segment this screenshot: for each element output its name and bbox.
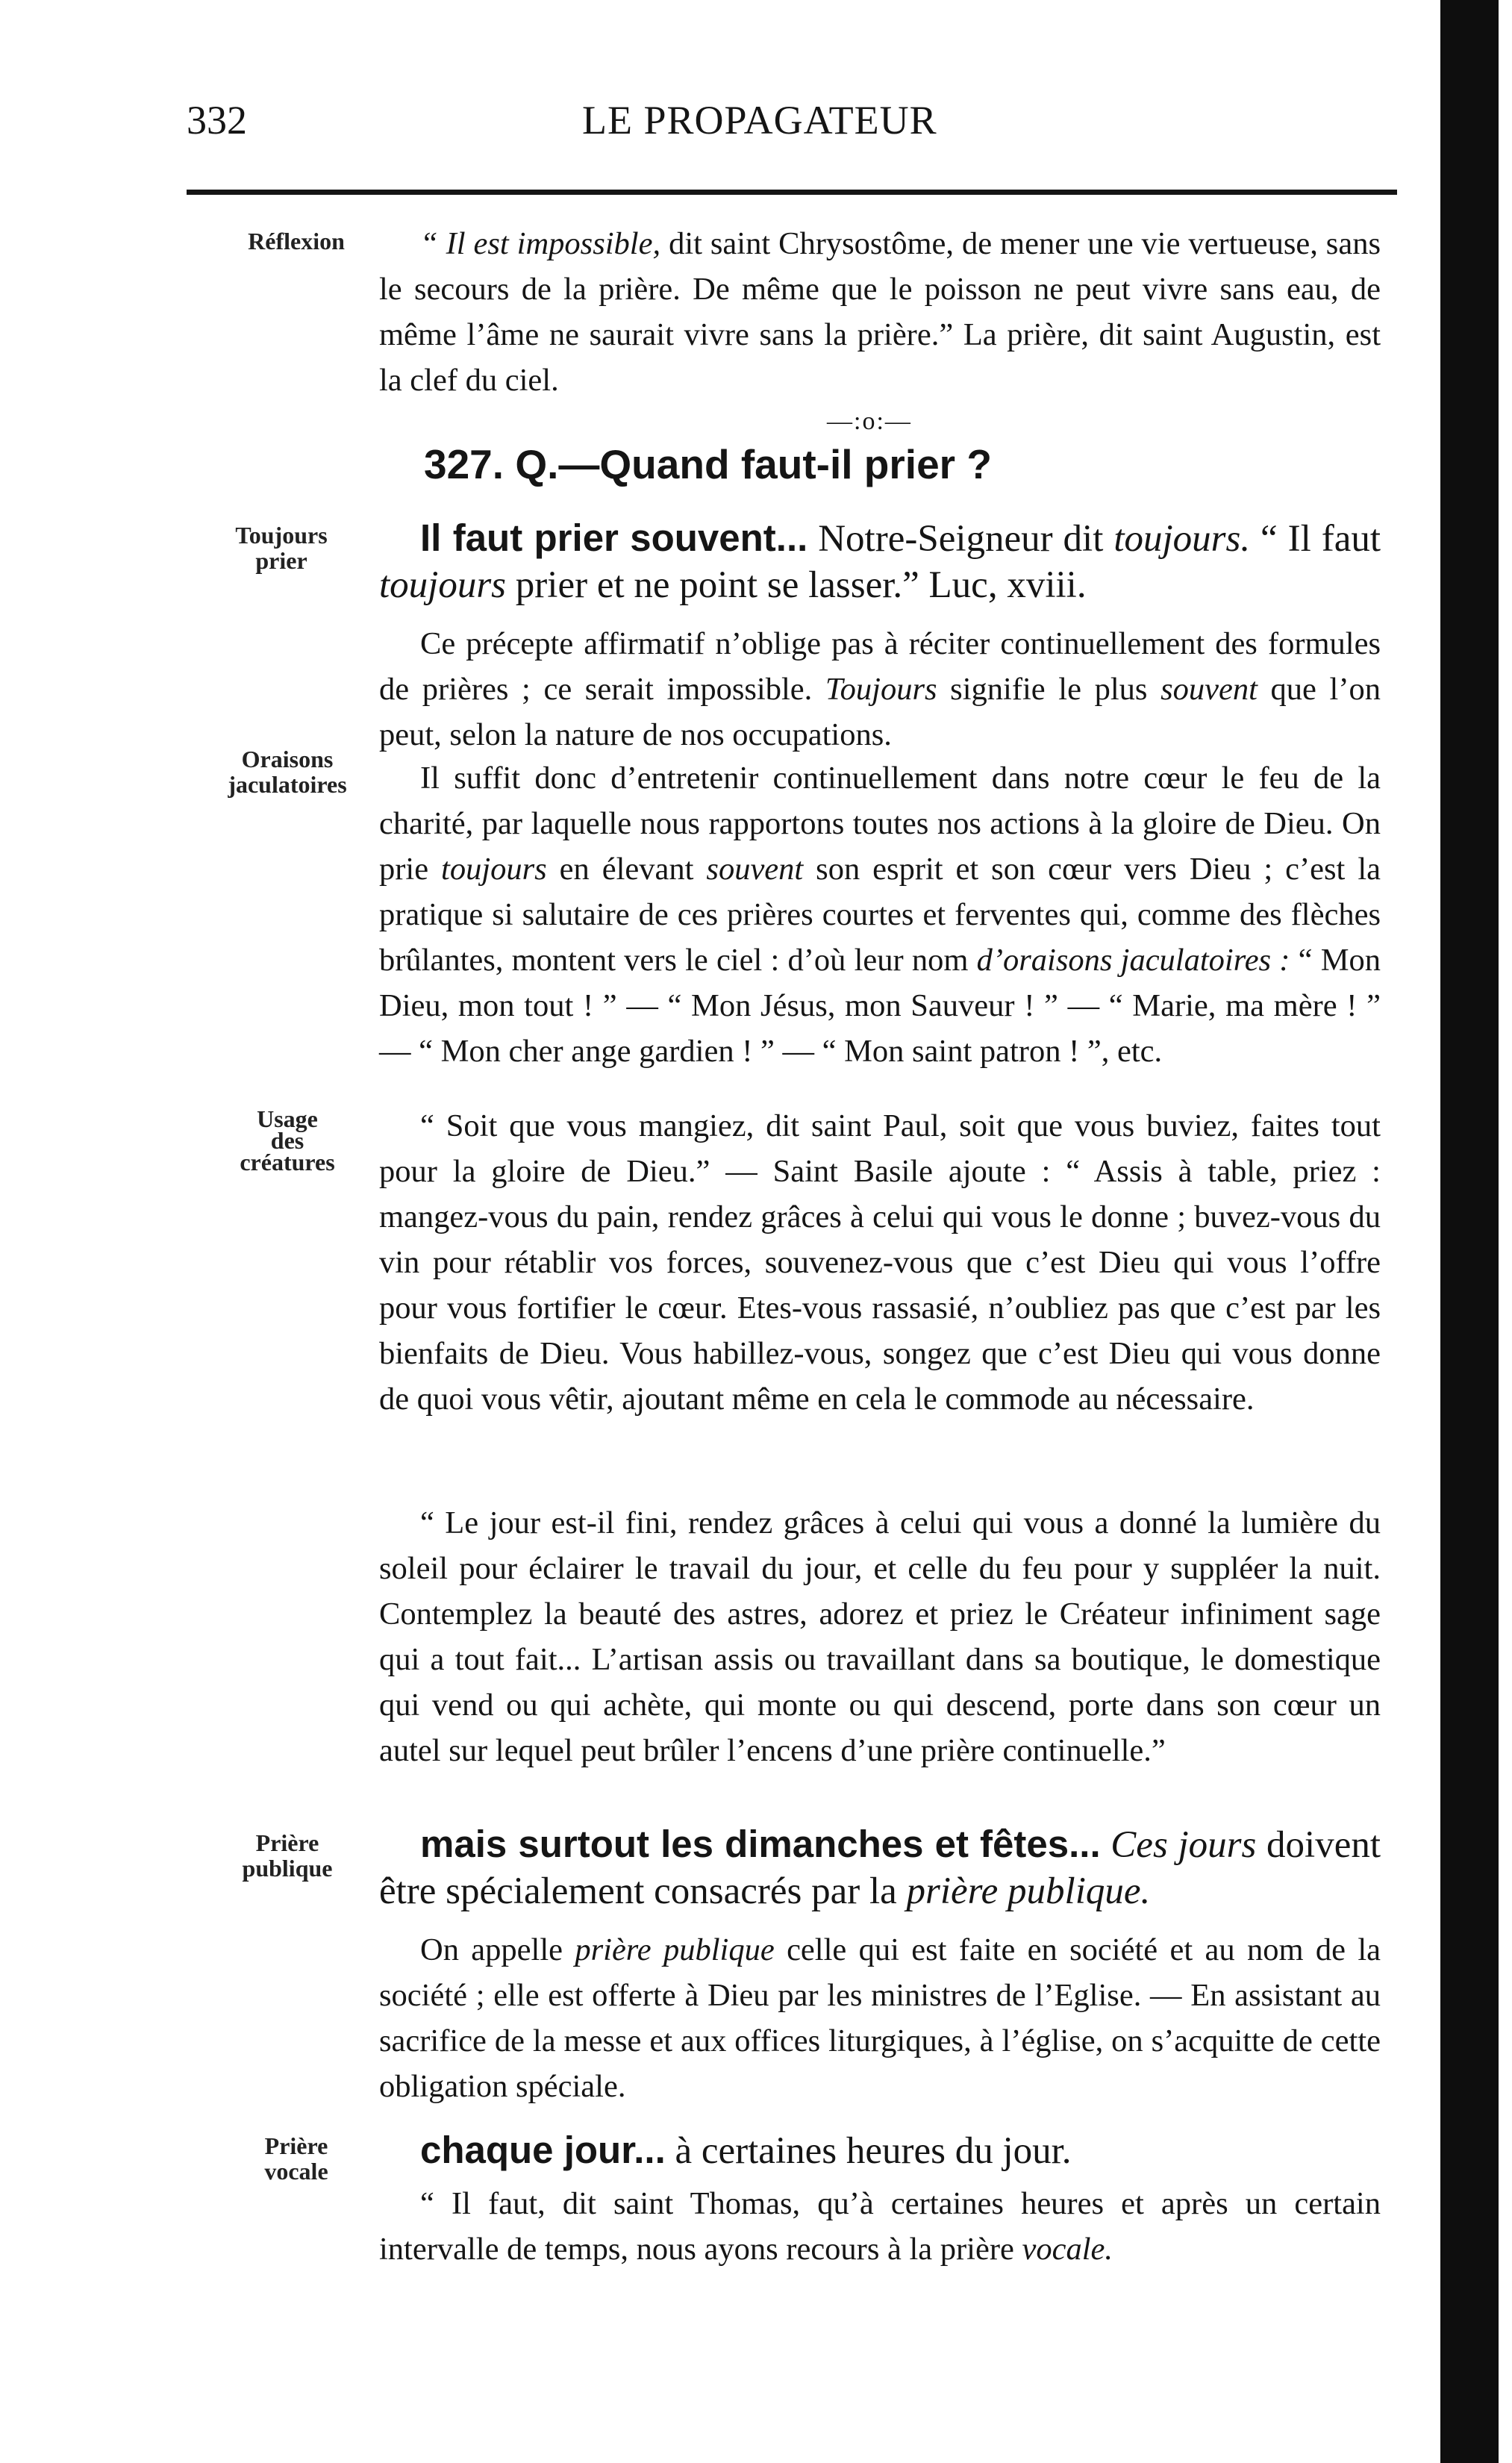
margin-note-oraisons bbox=[202, 746, 373, 797]
margin-note-text: vocale bbox=[264, 2158, 328, 2185]
page-edge-border bbox=[1440, 0, 1499, 2463]
answer-italic: toujours bbox=[379, 564, 507, 606]
margin-note-priere-vocale bbox=[210, 2133, 382, 2184]
margin-note-text: des bbox=[270, 1127, 304, 1154]
reflexion-text: dit saint Chrysostôme, de mener une vie vertueuse, sans le secours de la prière. De même que le poisson ne peut vivre sans eau, de même l’âme ne saurait vivre sans la prière.” La prière, dit saint Augustin, est la clef du ciel. bbox=[379, 226, 1381, 398]
margin-note-toujours-prier bbox=[196, 522, 367, 573]
answer-text: prier et ne point se lasser.” Luc, xviii. bbox=[506, 564, 1087, 606]
margin-note-priere-publique bbox=[202, 1830, 373, 1881]
answer-italic: prière publique. bbox=[906, 1870, 1151, 1912]
margin-note-text: publique bbox=[242, 1855, 333, 1882]
margin-note-usage bbox=[202, 1106, 373, 1175]
margin-note-text: Prière bbox=[264, 2132, 328, 2159]
answer-bold: Il faut prier souvent... bbox=[420, 516, 808, 559]
paragraph-italic: souvent bbox=[1160, 672, 1258, 707]
paragraph-text: que l’on peut, selon la nature de nos occupations. bbox=[379, 672, 1381, 752]
question-heading: 327. Q.—Quand faut-il prier ? bbox=[424, 441, 992, 487]
answer-bold: chaque jour... bbox=[420, 2129, 666, 2171]
margin-note-text: Réflexion bbox=[248, 228, 345, 255]
paragraph-text: Ce précepte affirmatif n’oblige pas à réciter continuellement des formules de prières ; ce serait impossible. bbox=[379, 626, 1381, 707]
reflexion-paragraph bbox=[379, 221, 1381, 403]
paragraph-text: On appelle bbox=[420, 1932, 575, 1967]
margin-note-text: créatures bbox=[240, 1149, 335, 1176]
paragraph-text: signifie le plus bbox=[937, 672, 1161, 707]
paragraph-text: “ Il faut, dit saint Thomas, qu’à certaines heures et après un certain intervalle de temps, nous ayons recours à la prière bbox=[379, 2186, 1381, 2267]
margin-note-text: Usage bbox=[257, 1105, 318, 1132]
answer-dimanches bbox=[379, 1821, 1381, 1914]
answer-text: doivent être spécialement consacrés par la bbox=[379, 1824, 1381, 1912]
paragraph-text: “ Mon Dieu, mon tout ! ” — “ Mon Jésus, mon Sauveur ! ” — “ Marie, ma mère ! ” — “ Mon cher ange gardien ! ” — “ Mon saint patron ! ”, etc. bbox=[379, 943, 1381, 1069]
paragraph-text: Il suffit donc d’entretenir continuellement dans notre cœur le feu de la charité, par laquelle nous rapportons toutes nos actions à la gloire de Dieu. On prie bbox=[379, 761, 1381, 887]
answer-chaque-jour bbox=[379, 2127, 1381, 2174]
answer-toujours bbox=[379, 515, 1381, 608]
page-number: 332 bbox=[187, 98, 247, 143]
answer-text: Notre-Seigneur dit bbox=[807, 518, 1114, 560]
paragraph-italic: vocale. bbox=[1022, 2232, 1113, 2267]
header-rule bbox=[187, 190, 1397, 195]
section-separator: —:o:— bbox=[827, 408, 912, 435]
margin-note-reflexion bbox=[210, 228, 382, 254]
answer-text: à certaines heures du jour. bbox=[665, 2130, 1072, 2172]
reflexion-quote-italic: “ Il est impossible, bbox=[420, 226, 661, 261]
usage-paragraph: “ Soit que vous mangiez, dit saint Paul, soit que vous buviez, faites tout pour la gloire de Dieu.” — Saint Basile ajoute : “ Assis à table, priez : mangez-vous du pain, rendez grâces à celui qui vous le donne ; buvez-vous du vin pour rétablir vos forces, souvenez-vous que c’est Dieu qui vous l’offre pour vous fortifier le cœur. Etes-vous rassasié, n’oubliez pas que c’est par les bienfaits de Dieu. Vous habillez-vous, songez que c’est Dieu qui vous donne de quoi vous vêtir, ajoutant même en cela le commode au nécessaire. bbox=[379, 1108, 1381, 1417]
paragraph-text: son esprit et son cœur vers Dieu ; c’est la pratique si salutaire de ces prières courtes et ferventes qui, comme des flèches brûlantes, montent vers le ciel : d’où leur nom bbox=[379, 852, 1381, 978]
page-header bbox=[187, 97, 1388, 157]
paragraph-text: celle qui est faite en société et au nom de la société ; elle est offerte à Dieu par les ministres de l’Eglise. — En assistant au sacrifice de la messe et aux offices liturgiques, à l’église, on s’acquitte de cette obligation spéciale. bbox=[379, 1932, 1381, 2104]
running-title: LE PROPAGATEUR bbox=[582, 98, 937, 143]
jour-paragraph: “ Le jour est-il fini, rendez grâces à celui qui vous a donné la lumière du soleil pour éclairer le travail du jour, et celle du feu pour y suppléer la nuit. Contemplez la beauté des astres, adorez et priez le Créateur infiniment sage qui a tout fait... L’artisan assis ou travaillant dans sa boutique, le domestique qui vend ou qui achète, qui monte ou qui descend, porte dans son cœur un autel sur lequel peut brûler l’encens d’une prière continuelle.” bbox=[379, 1505, 1381, 1768]
answer-bold: mais surtout les dimanches et fêtes... bbox=[420, 1823, 1101, 1865]
paragraph-italic: prière publique bbox=[575, 1932, 775, 1967]
answer-italic: toujours. bbox=[1113, 518, 1251, 560]
answer-italic: Ces jours bbox=[1100, 1824, 1257, 1866]
oraisons-paragraph bbox=[379, 755, 1381, 1074]
paragraph-text: en élevant bbox=[546, 852, 707, 887]
paragraph-italic: souvent bbox=[706, 852, 804, 887]
precepte-paragraph bbox=[379, 621, 1381, 758]
paragraph-italic: toujours bbox=[441, 852, 547, 887]
answer-text: “ Il faut bbox=[1250, 518, 1381, 560]
margin-note-text: Prière bbox=[255, 1829, 319, 1856]
publique-paragraph bbox=[379, 1927, 1381, 2109]
paragraph-italic: Toujours bbox=[825, 672, 937, 707]
paragraph-italic: d’oraisons jaculatoires : bbox=[976, 943, 1290, 978]
margin-note-text: Toujours bbox=[235, 522, 328, 549]
margin-note-text: prier bbox=[255, 547, 307, 574]
margin-note-text: Oraisons bbox=[241, 746, 334, 772]
vocale-paragraph bbox=[379, 2181, 1381, 2272]
margin-note-text: jaculatoires bbox=[228, 771, 347, 798]
